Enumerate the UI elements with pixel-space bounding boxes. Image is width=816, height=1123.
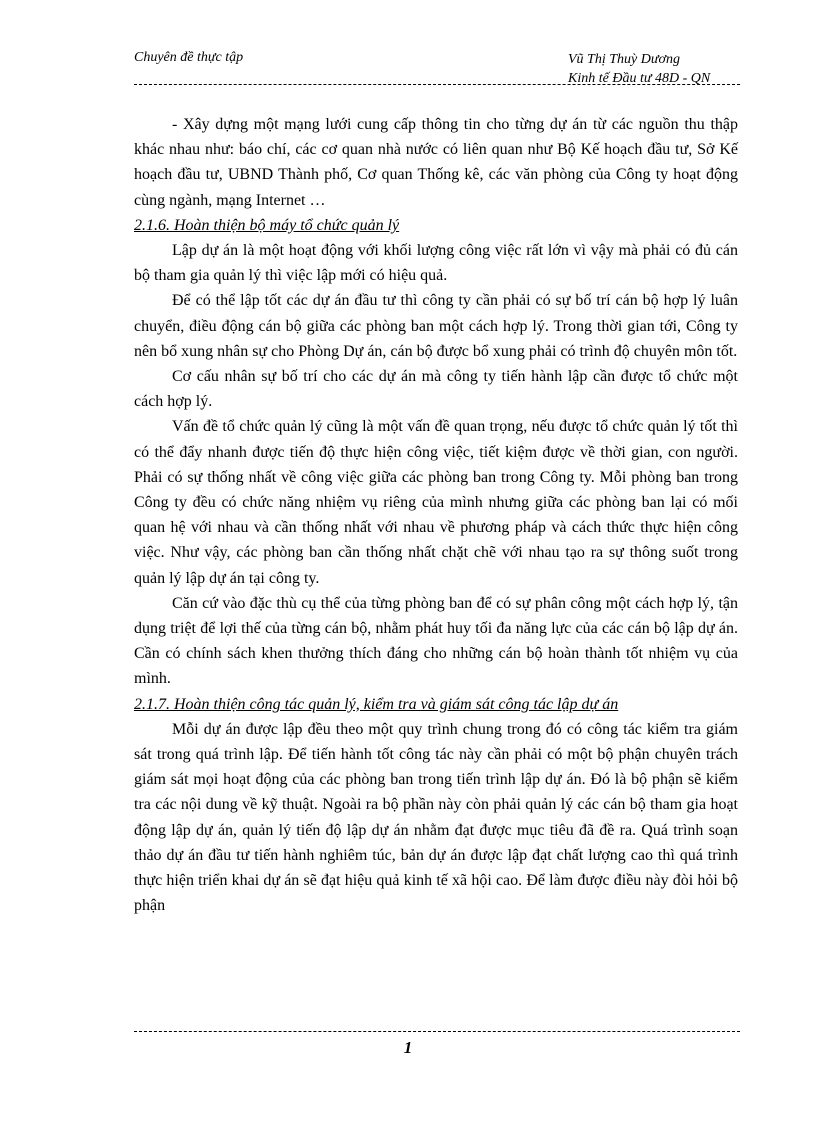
paragraph-staff-arrangement: Để có thể lập tốt các dự án đầu tư thì công ty cần phải có sự bố trí cán bộ hợp lý luân chuyển, điều động cán bộ giữa các phòng ban một cách hợp lý. Trong thời gian tới, Công ty nên bổ xung nhân sự cho Phòng Dự án, cán bộ được bổ xung phải có trình độ chuyên môn tốt.: [134, 292, 738, 360]
footer-divider: [134, 1031, 740, 1032]
document-body: [134, 112, 738, 919]
paragraph-management-organization: Vấn đề tổ chức quản lý cũng là một vấn đề quan trọng, nếu được tổ chức quản lý tốt thì có thể đẩy nhanh được tiến độ thực hiện công việc, tiết kiệm được về thời gian, con người. Phải có sự thống nhất về công việc giữa các phòng ban trong Công ty. Mỗi phòng ban trong Công ty đều có chức năng nhiệm vụ riêng của mình nhưng giữa các phòng ban lại có mối quan hệ với nhau và cần thống nhất với nhau về phương pháp và cách thức thực hiện công việc. Như vậy, các phòng ban cần thống nhất chặt chẽ với nhau tạo ra sự thông suốt trong quản lý lập dự án tại công ty.: [134, 418, 738, 587]
page-header: [134, 46, 740, 92]
section-heading-2-1-7: 2.1.7. Hoàn thiện công tác quản lý, kiểm tra và giám sát công tác lập dự án: [134, 695, 619, 713]
paragraph-staff-workload: Lập dự án là một hoạt động với khối lượng công việc rất lớn vì vậy mà phải có đủ cán bộ tham gia quản lý thì việc lập mới có hiệu quả.: [134, 242, 738, 285]
paragraph-supervision: Mỗi dự án được lập đều theo một quy trình chung trong đó có công tác kiểm tra giám sát trong quá trình lập. Để tiến hành tốt công tác này cần phải có một bộ phận chuyên trách giám sát mọi hoạt động của các phòng ban trong tiến trình lập dự án. Đó là bộ phận sẽ kiểm tra các nội dung về kỹ thuật. Ngoài ra bộ phần này còn phải quản lý các cán bộ tham gia hoạt động lập dự án, quản lý tiến độ lập dự án nhằm đạt được mục tiêu đã đề ra. Quá trình soạn thảo dự án đầu tư tiến hành nghiêm túc, bản dự án được lập đạt chất lượng cao thì quá trình thực hiện triển khai dự án sẽ đạt hiệu quả kinh tế xã hội cao. Để làm được điều này đòi hỏi bộ phận: [134, 720, 738, 915]
header-divider: [134, 84, 740, 85]
section-heading-2-1-6: 2.1.6. Hoàn thiện bộ máy tổ chức quản lý: [134, 216, 400, 234]
header-author-block: [568, 50, 710, 88]
header-author-name: Vũ Thị Thuỳ Dương: [568, 52, 680, 67]
header-course-title: Chuyên đề thực tập: [134, 50, 244, 65]
paragraph-task-assignment: Căn cứ vào đặc thù cụ thể của từng phòng ban để có sự phân công một cách hợp lý, tận dụng triệt để lợi thế của từng cán bộ, nhằm phát huy tối đa năng lực của các cán bộ lập dự án. Cần có chính sách khen thưởng thích đáng cho những cán bộ hoàn thành tốt nhiệm vụ của mình.: [134, 594, 738, 688]
page-number: 1: [403, 1038, 413, 1057]
paragraph-information-network: - Xây dựng một mạng lưới cung cấp thông tin cho từng dự án từ các nguồn thu thập khác nhau như: báo chí, các cơ quan nhà nước có liên quan như Bộ Kế hoạch đầu tư, Sở Kế hoạch đầu tư, UBND Thành phố, Cơ quan Thống kê, các văn phòng của Công ty hoạt động cùng ngành, mạng Internet …: [134, 116, 738, 209]
header-class-name: Kinh tế Đầu tư 48D - QN: [568, 71, 711, 86]
paragraph-personnel-structure: Cơ cấu nhân sự bố trí cho các dự án mà công ty tiến hành lập cần được tổ chức một cách hợp lý.: [134, 368, 738, 411]
